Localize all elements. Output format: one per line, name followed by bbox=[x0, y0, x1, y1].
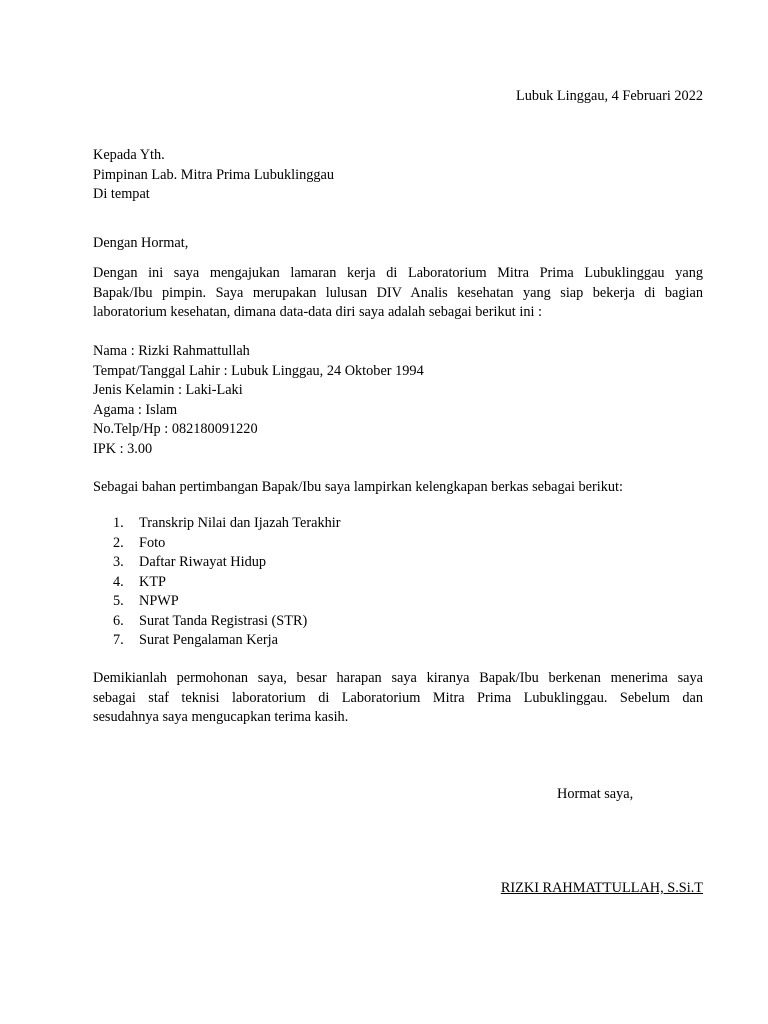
attachments-intro: Sebagai bahan pertimbangan Bapak/Ibu saya lampirkan kelengkapan berkas sebagai berikut: bbox=[93, 479, 623, 495]
personal-data-gender: Jenis Kelamin : Laki-Laki bbox=[93, 382, 243, 398]
recipient-line: Di tempat bbox=[93, 186, 150, 202]
list-item-text: Surat Pengalaman Kerja bbox=[139, 632, 278, 648]
list-item-text: NPWP bbox=[139, 593, 179, 609]
personal-data-birth: Tempat/Tanggal Lahir : Lubuk Linggau, 24 Oktober 1994 bbox=[93, 362, 424, 379]
recipient-block bbox=[93, 146, 703, 205]
intro-line: laboratorium kesehatan, dimana data-data diri saya adalah sebagai berikut ini : bbox=[93, 304, 542, 320]
list-item-number: 3. bbox=[113, 554, 124, 570]
closing-line: Demikianlah permohonan saya, besar harapan saya kiranya Bapak/Ibu berkenan menerima saya bbox=[93, 670, 703, 686]
closing-line: sebagai staf teknisi laboratorium di Laboratorium Mitra Prima Lubuklinggau. Sebelum dan bbox=[93, 689, 703, 706]
signer-name: RIZKI RAHMATTULLAH, S.Si.T bbox=[500, 880, 703, 896]
personal-data-gpa: IPK : 3.00 bbox=[93, 440, 153, 457]
intro-line: Bapak/Ibu pimpin. Saya merupakan lulusan DIV Analis kesehatan yang siap bekerja di bagian bbox=[93, 284, 703, 301]
list-item bbox=[113, 612, 340, 632]
list-item-number: 5. bbox=[113, 593, 124, 609]
list-item-text: Transkrip Nilai dan Ijazah Terakhir bbox=[139, 515, 341, 531]
attachments-list bbox=[113, 514, 340, 651]
list-item bbox=[113, 553, 340, 573]
closing-line: sesudahnya saya mengucapkan terima kasih. bbox=[93, 709, 349, 725]
salutation: Dengan Hormat, bbox=[93, 235, 189, 251]
list-item bbox=[113, 534, 340, 554]
list-item-text: Foto bbox=[139, 534, 166, 551]
list-item-number: 1. bbox=[113, 515, 124, 531]
list-item bbox=[113, 631, 340, 651]
personal-data-block bbox=[93, 342, 703, 459]
list-item-text: Daftar Riwayat Hidup bbox=[139, 554, 267, 570]
list-item-number: 6. bbox=[113, 612, 124, 629]
list-item-text: Surat Tanda Registrasi (STR) bbox=[139, 612, 308, 629]
list-item-text: KTP bbox=[139, 573, 167, 590]
list-item bbox=[113, 573, 340, 593]
letter-date: Lubuk Linggau, 4 Februari 2022 bbox=[515, 88, 703, 104]
recipient-line: Pimpinan Lab. Mitra Prima Lubuklinggau bbox=[93, 166, 335, 183]
intro-paragraph bbox=[93, 264, 703, 323]
list-item-number: 2. bbox=[113, 534, 124, 551]
sign-off: Hormat saya, bbox=[557, 786, 634, 802]
personal-data-phone: No.Telp/Hp : 082180091220 bbox=[93, 421, 258, 437]
list-item-number: 4. bbox=[113, 573, 124, 590]
list-item-number: 7. bbox=[113, 632, 124, 648]
personal-data-religion: Agama : Islam bbox=[93, 401, 178, 418]
list-item bbox=[113, 592, 340, 612]
intro-line: Dengan ini saya mengajukan lamaran kerja di Laboratorium Mitra Prima Lubuklinggau yang bbox=[93, 265, 703, 281]
recipient-line: Kepada Yth. bbox=[93, 147, 165, 163]
personal-data-name: Nama : Rizki Rahmattullah bbox=[93, 343, 250, 359]
closing-paragraph bbox=[93, 669, 703, 728]
list-item bbox=[113, 514, 340, 534]
